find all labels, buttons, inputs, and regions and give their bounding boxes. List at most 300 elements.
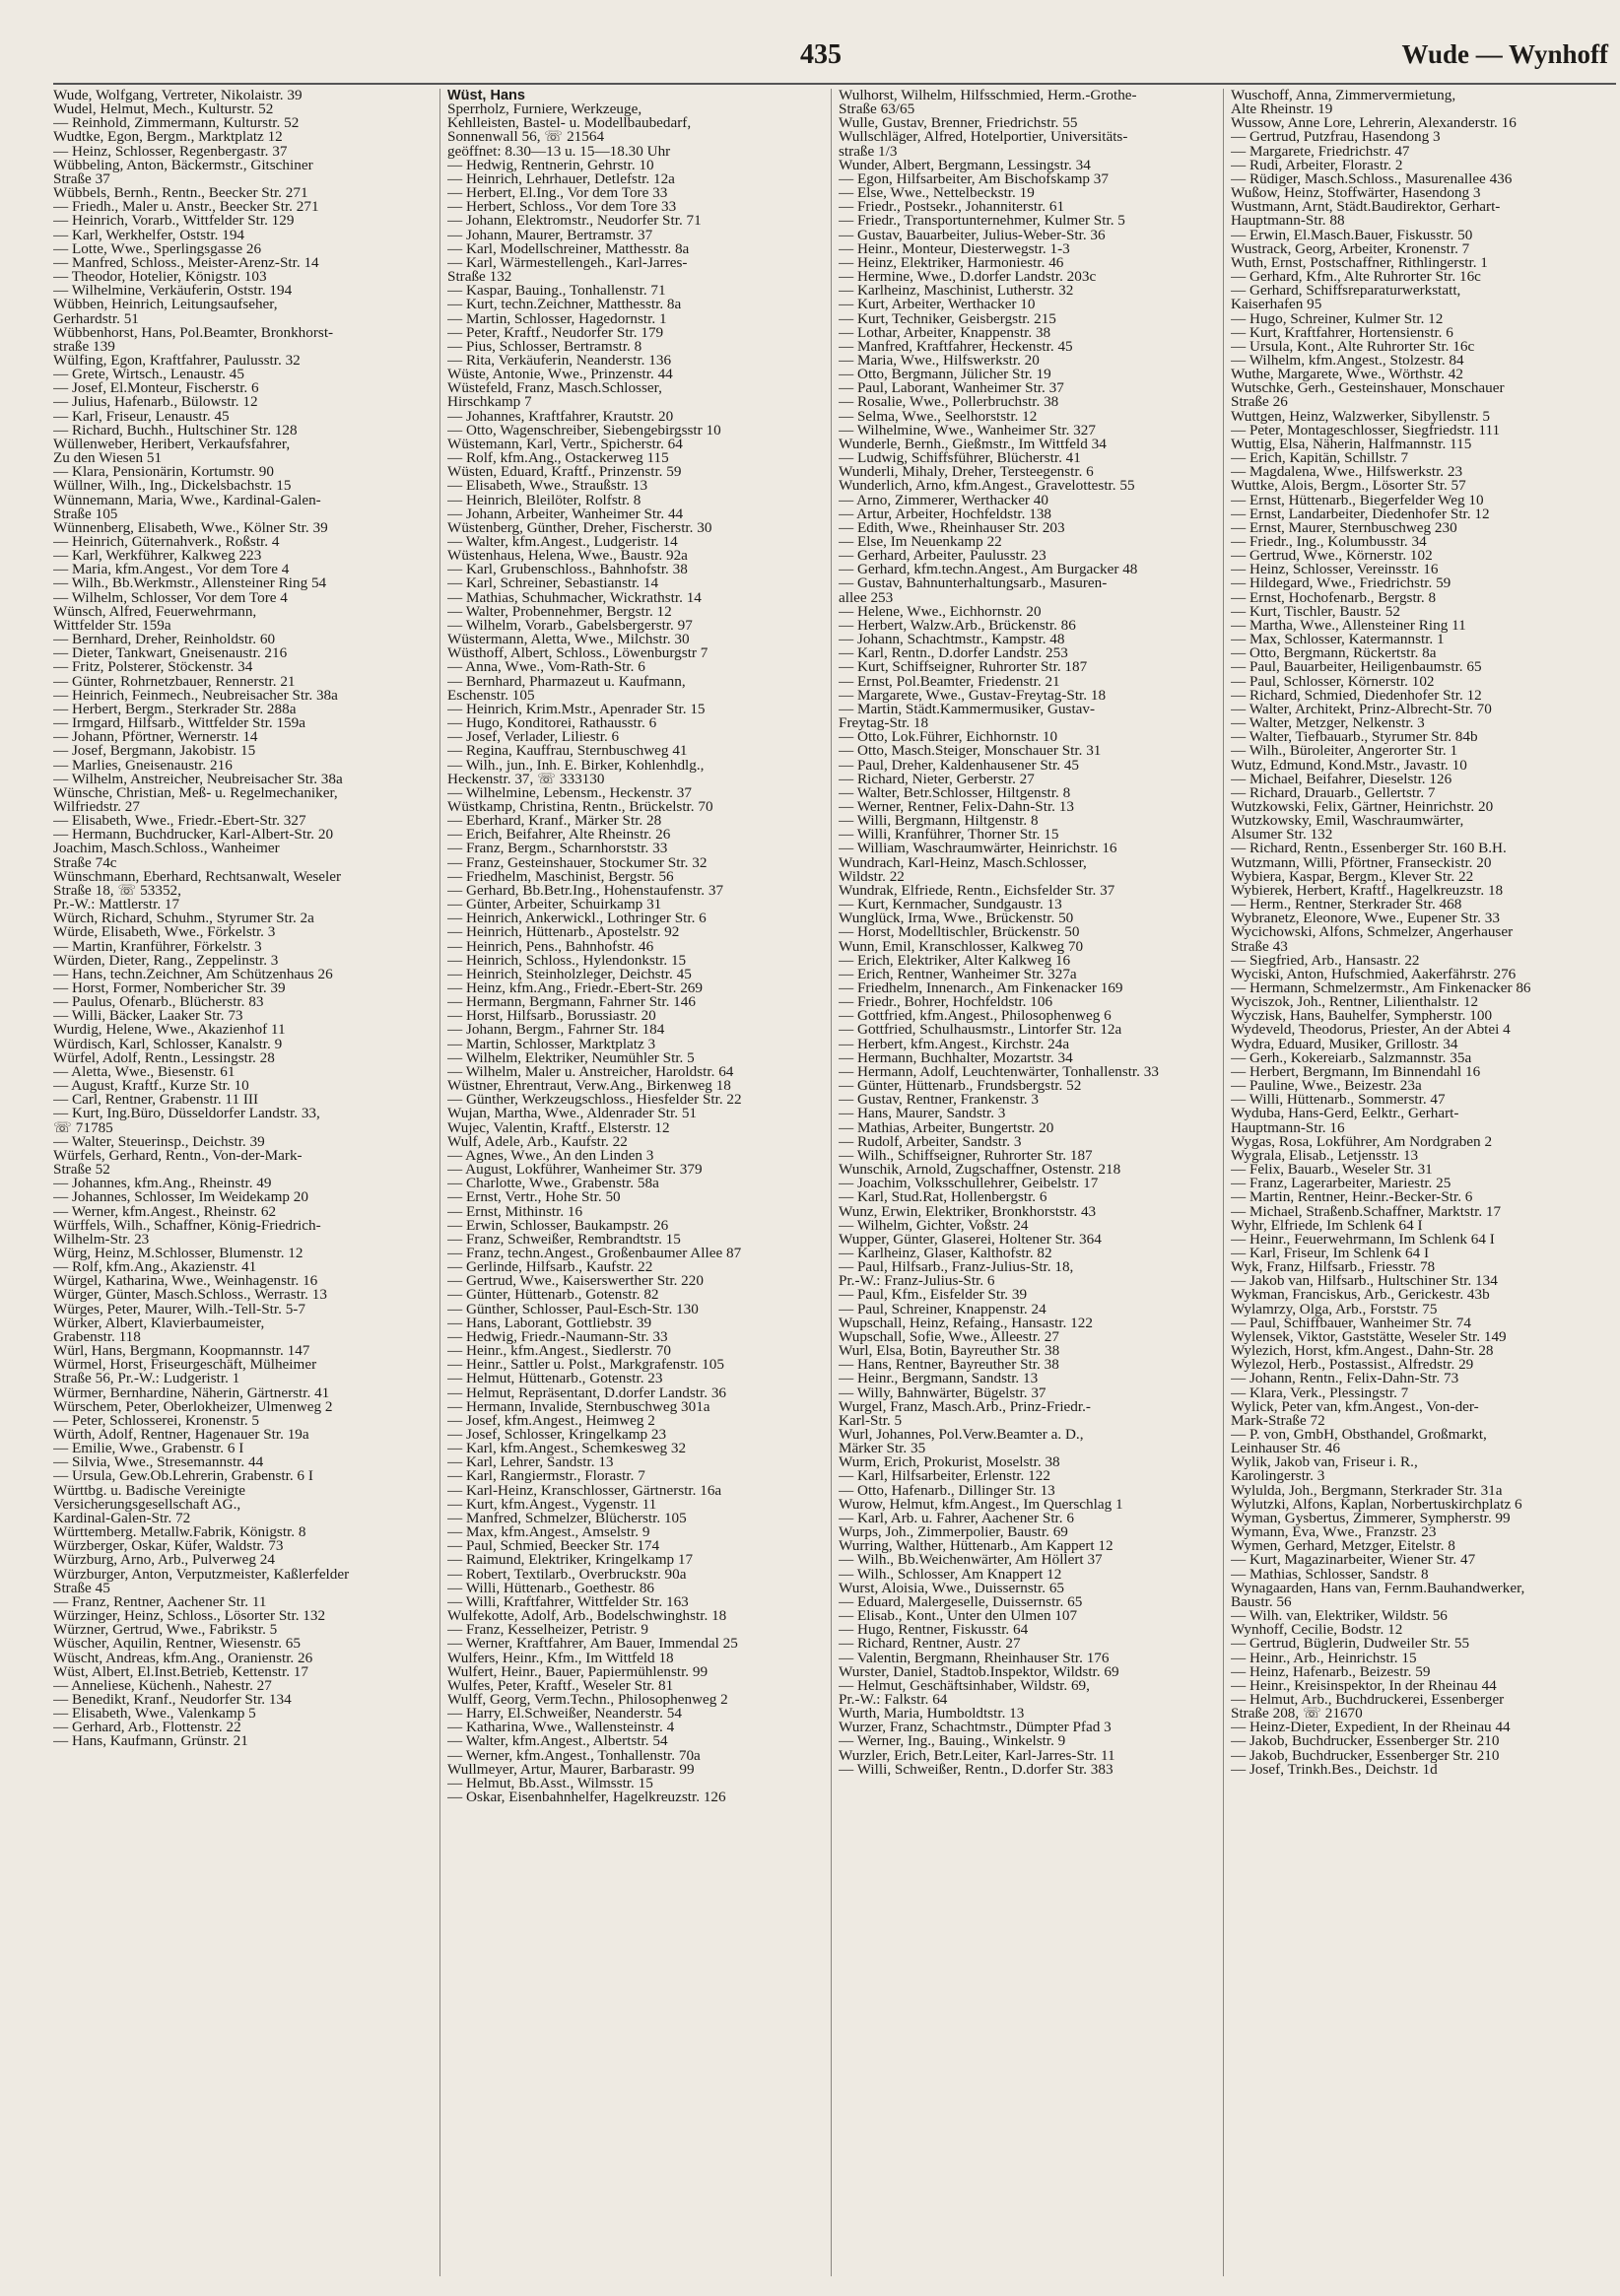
directory-entry: Kaiserhafen 95 bbox=[1231, 298, 1322, 312]
directory-entry: Wylezol, Herb., Postassist., Alfredstr. 29 bbox=[1231, 1358, 1474, 1373]
directory-entry: Würfels, Gerhard, Rentn., Von-der-Mark- bbox=[53, 1148, 303, 1164]
directory-entry: — Helmut, Arb., Buchdruckerei, Essenberger bbox=[1231, 1692, 1505, 1708]
directory-entry: Wutzkowski, Felix, Gärtner, Heinrichstr. 20 bbox=[1231, 799, 1494, 815]
directory-entry: Pr.-W.: Falkstr. 64 bbox=[839, 1692, 948, 1708]
directory-entry: Wunderli, Mihaly, Dreher, Tersteegenstr. 6 bbox=[839, 465, 1094, 480]
directory-entry: — Franz, Kesselheizer, Petristr. 9 bbox=[447, 1623, 648, 1638]
directory-entry: Wyczisk, Hans, Bauhelfer, Sympherstr. 100 bbox=[1231, 1009, 1493, 1024]
directory-entry: — Johann, Elektromstr., Neudorfer Str. 71 bbox=[447, 214, 702, 229]
directory-entry: — Friedhelm, Innenarch., Am Finkenacker 169 bbox=[839, 981, 1123, 996]
directory-entry: — Johann, Pförtner, Wernerstr. 14 bbox=[53, 730, 258, 745]
directory-entry: — Otto, Wagenschreiber, Siebengebirgsstr 10 bbox=[447, 423, 721, 438]
directory-entry: ☏ 71785 bbox=[53, 1120, 113, 1135]
directory-entry: — Werner, Kraftfahrer, Am Bauer, Immendal 25 bbox=[447, 1637, 738, 1652]
directory-entry: — Paul, Schmied, Beecker Str. 174 bbox=[447, 1539, 660, 1554]
directory-entry: — Hermann, Buchhalter, Mozartstr. 34 bbox=[839, 1050, 1073, 1065]
directory-entry: — Mathias, Schuhmacher, Wickrathstr. 14 bbox=[447, 590, 702, 605]
directory-entry: — Willi, Kraftfahrer, Wittfelder Str. 163 bbox=[447, 1594, 689, 1610]
directory-entry: — Helmut, Repräsentant, D.dorfer Landstr. 36 bbox=[447, 1385, 727, 1400]
directory-entry: Wygas, Rosa, Lokführer, Am Nordgraben 2 bbox=[1231, 1134, 1493, 1149]
directory-entry: — Hans, Laborant, Gottliebstr. 39 bbox=[447, 1316, 652, 1330]
directory-entry: — Heinrich, Güternahverk., Roßstr. 4 bbox=[53, 535, 280, 550]
directory-entry: — Paulus, Ofenarb., Blücherstr. 83 bbox=[53, 995, 264, 1010]
directory-entry: Wübben, Heinrich, Leitungsaufseher, bbox=[53, 298, 278, 312]
directory-entry: — Gerhard, Bb.Betr.Ing., Hohenstaufenstr. 37 bbox=[447, 883, 724, 899]
directory-entry: — Richard, Buchh., Hultschiner Str. 128 bbox=[53, 423, 298, 438]
directory-entry: — Heinz, Elektriker, Harmoniestr. 46 bbox=[839, 255, 1064, 271]
directory-entry: — Michael, Beifahrer, Dieselstr. 126 bbox=[1231, 772, 1452, 786]
directory-entry: — Karlheinz, Glaser, Kalthofstr. 82 bbox=[839, 1246, 1052, 1261]
directory-entry: — Karl-Heinz, Kranschlosser, Gärtnerstr. 16a bbox=[447, 1483, 722, 1498]
directory-entry: — Max, Schlosser, Katermannstr. 1 bbox=[1231, 633, 1445, 647]
directory-entry: — Manfred, Kraftfahrer, Heckenstr. 45 bbox=[839, 339, 1073, 354]
directory-entry: Leinhauser Str. 46 bbox=[1231, 1442, 1340, 1456]
directory-entry: — Günter, Arbeiter, Schuirkamp 31 bbox=[447, 898, 662, 912]
directory-entry: Pr.-W.: Franz-Julius-Str. 6 bbox=[839, 1274, 995, 1289]
directory-entry: — Karl, Rentn., D.dorfer Landstr. 253 bbox=[839, 646, 1068, 661]
directory-entry: — Werner, Rentner, Felix-Dahn-Str. 13 bbox=[839, 799, 1074, 815]
directory-entry: — Richard, Nieter, Gerberstr. 27 bbox=[839, 772, 1035, 786]
directory-entry: — Heinz, Schlosser, Regenbergastr. 37 bbox=[53, 144, 288, 159]
directory-entry: — Herbert, Bergmann, Im Binnendahl 16 bbox=[1231, 1064, 1481, 1080]
directory-entry: — Walter, Architekt, Prinz-Albrecht-Str. 70 bbox=[1231, 702, 1492, 717]
directory-entry: — Paul, Bauarbeiter, Heiligenbaumstr. 65 bbox=[1231, 660, 1482, 675]
directory-entry: — Wilh., jun., Inh. E. Birker, Kohlenhdlg., bbox=[447, 758, 705, 773]
directory-entry: — Friedh., Maler u. Anstr., Beecker Str. 271 bbox=[53, 200, 319, 215]
directory-entry: — Lotte, Wwe., Sperlingsgasse 26 bbox=[53, 241, 262, 256]
directory-entry: — Horst, Modelltischler, Brückenstr. 50 bbox=[839, 925, 1080, 940]
directory-entry: Württemberg. Metallw.Fabrik, Königstr. 8 bbox=[53, 1525, 306, 1540]
directory-entry: Joachim, Masch.Schloss., Wanheimer bbox=[53, 842, 280, 856]
directory-entry: — Selma, Wwe., Seelhorststr. 12 bbox=[839, 409, 1038, 424]
directory-entry: Würde, Elisabeth, Wwe., Förkelstr. 3 bbox=[53, 925, 276, 940]
directory-entry: Würschem, Peter, Oberlokheizer, Ulmenweg 2 bbox=[53, 1399, 333, 1414]
directory-entry: — Helmut, Hüttenarb., Gotenstr. 23 bbox=[447, 1372, 663, 1386]
directory-entry: — Rudi, Arbeiter, Florastr. 2 bbox=[1231, 158, 1403, 172]
directory-entry: Wußow, Heinz, Stoffwärter, Hasendong 3 bbox=[1231, 186, 1481, 201]
directory-entry: — Wilhelm, Maler u. Anstreicher, Haroldstr. 64 bbox=[447, 1064, 734, 1080]
directory-entry: Straße 56, Pr.-W.: Ludgeristr. 1 bbox=[53, 1372, 240, 1386]
directory-entry: — Gottfried, Schulhausmstr., Lintorfer Str. 12a bbox=[839, 1023, 1122, 1038]
directory-entry: Wunderlich, Arno, kfm.Angest., Gravelottestr. 55 bbox=[839, 479, 1135, 494]
directory-entry: — Herbert, kfm.Angest., Kirchstr. 24a bbox=[839, 1037, 1070, 1051]
directory-entry: — Johannes, kfm.Ang., Rheinstr. 49 bbox=[53, 1177, 272, 1191]
directory-entry: — Harry, El.Schweißer, Neanderstr. 54 bbox=[447, 1707, 682, 1722]
directory-entry: — Willi, Hüttenarb., Goethestr. 86 bbox=[447, 1581, 655, 1595]
header-rule bbox=[53, 83, 1616, 85]
directory-entry: Mark-Straße 72 bbox=[1231, 1413, 1325, 1428]
directory-entry: Würg, Heinz, M.Schlosser, Blumenstr. 12 bbox=[53, 1246, 304, 1261]
directory-entry: Wübbenhorst, Hans, Pol.Beamter, Bronkhorst- bbox=[53, 325, 334, 340]
directory-entry: — Paul, Schiffbauer, Wanheimer Str. 74 bbox=[1231, 1316, 1471, 1330]
directory-entry: — Josef, Bergmann, Jakobistr. 15 bbox=[53, 744, 256, 759]
directory-entry: — Hedwig, Friedr.-Naumann-Str. 33 bbox=[447, 1329, 668, 1345]
directory-entry: Wurow, Helmut, kfm.Angest., Im Querschlag 1 bbox=[839, 1497, 1123, 1512]
directory-entry: — Gerh., Kokereiarb., Salzmannstr. 35a bbox=[1231, 1050, 1472, 1065]
directory-entry: — Karl, Friseur, Lenaustr. 45 bbox=[53, 409, 230, 424]
directory-entry: Straße 45 bbox=[53, 1581, 110, 1595]
directory-entry: Wurst, Aloisia, Wwe., Duissernstr. 65 bbox=[839, 1581, 1065, 1595]
directory-entry: Wüsten, Eduard, Kraftf., Prinzenstr. 59 bbox=[447, 465, 682, 480]
directory-entry: — Helmut, Bb.Asst., Wilmsstr. 15 bbox=[447, 1776, 653, 1791]
column-1 bbox=[53, 89, 428, 2276]
directory-entry: Wunder, Albert, Bergmann, Lessingstr. 34 bbox=[839, 158, 1091, 172]
directory-entry: — Mathias, Arbeiter, Bungertstr. 20 bbox=[839, 1120, 1054, 1135]
directory-entry: — Klara, Verk., Plessingstr. 7 bbox=[1231, 1385, 1409, 1400]
directory-entry: — Karl, Rangiermstr., Florastr. 7 bbox=[447, 1469, 645, 1484]
directory-entry: — Martha, Wwe., Allensteiner Ring 11 bbox=[1231, 618, 1466, 634]
directory-entry: — Richard, Drauarb., Gellertstr. 7 bbox=[1231, 785, 1436, 800]
directory-entry: — Wilh. van, Elektriker, Wildstr. 56 bbox=[1231, 1609, 1448, 1624]
directory-entry: — Jakob van, Hilfsarb., Hultschiner Str. 134 bbox=[1231, 1274, 1498, 1289]
directory-entry: — Kurt, Schiffseigner, Ruhrorter Str. 187 bbox=[839, 660, 1088, 675]
directory-entry: Wymann, Eva, Wwe., Franzstr. 23 bbox=[1231, 1525, 1437, 1540]
directory-entry: — Hugo, Schreiner, Kulmer Str. 12 bbox=[1231, 311, 1444, 326]
directory-entry: Wurps, Joh., Zimmerpolier, Baustr. 69 bbox=[839, 1525, 1068, 1540]
directory-entry: Wüst, Hans bbox=[447, 89, 525, 103]
directory-entry: Wünschmann, Eberhard, Rechtsanwalt, Weseler bbox=[53, 869, 342, 884]
directory-entry: Straße 43 bbox=[1231, 939, 1288, 954]
directory-entry: — Helene, Wwe., Eichhornstr. 20 bbox=[839, 604, 1042, 619]
directory-entry: — Walter, Tiefbauarb., Styrumer Str. 84b bbox=[1231, 730, 1478, 745]
directory-entry: — Heinrich, Steinholzleger, Deichstr. 45 bbox=[447, 967, 692, 981]
directory-entry: — Maria, Wwe., Hilfswerkstr. 20 bbox=[839, 353, 1040, 369]
directory-entry: Pr.-W.: Mattlerstr. 17 bbox=[53, 898, 180, 912]
column-3 bbox=[839, 89, 1213, 2276]
directory-entry: Wutzmann, Willi, Pförtner, Franseckistr. 20 bbox=[1231, 855, 1492, 870]
directory-entry: Wüscht, Andreas, kfm.Ang., Oranienstr. 26 bbox=[53, 1651, 313, 1665]
directory-entry: — Friedr., Ing., Kolumbusstr. 34 bbox=[1231, 535, 1427, 550]
directory-entry: — Anna, Wwe., Vom-Rath-Str. 6 bbox=[447, 660, 645, 675]
directory-entry: Wutz, Edmund, Kond.Mstr., Javastr. 10 bbox=[1231, 758, 1467, 773]
directory-entry: — Karl, Werkführer, Kalkweg 223 bbox=[53, 549, 262, 564]
directory-entry: Wurl, Elsa, Botin, Bayreuther Str. 38 bbox=[839, 1344, 1060, 1359]
directory-entry: Wussow, Anne Lore, Lehrerin, Alexanderstr. 16 bbox=[1231, 116, 1517, 131]
directory-entry: Straße 18, ☏ 53352, bbox=[53, 883, 181, 899]
directory-entry: — Oskar, Eisenbahnhelfer, Hagelkreuzstr. 126 bbox=[447, 1790, 726, 1805]
directory-entry: — Robert, Textilarb., Overbruckstr. 90a bbox=[447, 1567, 687, 1582]
directory-entry: — Rudolf, Arbeiter, Sandstr. 3 bbox=[839, 1134, 1022, 1149]
directory-entry: Wülfing, Egon, Kraftfahrer, Paulusstr. 32 bbox=[53, 353, 301, 369]
directory-entry: — Helmut, Geschäftsinhaber, Wildstr. 69, bbox=[839, 1678, 1090, 1693]
directory-entry: — Edith, Wwe., Rheinhauser Str. 203 bbox=[839, 520, 1065, 535]
directory-entry: — Heinr., Monteur, Diesterwegstr. 1-3 bbox=[839, 241, 1070, 256]
directory-entry: — Martin, Städt.Kammermusiker, Gustav- bbox=[839, 702, 1096, 717]
directory-entry: Wustmann, Arnt, Städt.Baudirektor, Gerhart- bbox=[1231, 200, 1501, 215]
directory-entry: — Heinr., Arb., Heinrichstr. 15 bbox=[1231, 1651, 1417, 1665]
directory-entry: — Franz, Gesteinshauer, Stockumer Str. 32 bbox=[447, 855, 708, 870]
directory-entry: — Otto, Lok.Führer, Eichhornstr. 10 bbox=[839, 730, 1058, 745]
directory-entry: — Wilh., Schlosser, Am Knappert 12 bbox=[839, 1567, 1062, 1582]
directory-entry: — Werner, Ing., Bauing., Winkelstr. 9 bbox=[839, 1734, 1066, 1749]
directory-entry: Baustr. 56 bbox=[1231, 1594, 1292, 1610]
directory-entry: — Heinrich, Vorarb., Wittfelder Str. 129 bbox=[53, 214, 295, 229]
directory-entry: — Heinrich, Krim.Mstr., Apenrader Str. 15 bbox=[447, 702, 706, 717]
directory-entry: — Marlies, Gneisenaustr. 216 bbox=[53, 758, 233, 773]
directory-entry: Wurl, Johannes, Pol.Verw.Beamter a. D., bbox=[839, 1428, 1084, 1443]
directory-entry: Wuttgen, Heinz, Walzwerker, Sibyllenstr. 5 bbox=[1231, 409, 1490, 424]
directory-entry: Würzburg, Arno, Arb., Pulverweg 24 bbox=[53, 1553, 275, 1568]
directory-entry: Wildstr. 22 bbox=[839, 869, 905, 884]
directory-entry: — Wilh., Bb.Werkmstr., Allensteiner Ring 54 bbox=[53, 576, 327, 591]
directory-entry: — Heinr., Feuerwehrmann, Im Schlenk 64 I bbox=[1231, 1232, 1495, 1247]
directory-entry: — Ernst, Maurer, Sternbuschweg 230 bbox=[1231, 520, 1457, 535]
directory-entry: — Heinr., Bergmann, Sandstr. 13 bbox=[839, 1372, 1039, 1386]
directory-entry: — Margarete, Friedrichstr. 47 bbox=[1231, 144, 1410, 159]
directory-entry: Würker, Albert, Klavierbaumeister, bbox=[53, 1316, 265, 1330]
directory-entry: — Karl, Modellschreiner, Matthesstr. 8a bbox=[447, 241, 690, 256]
directory-entry: Wutzkowsky, Emil, Waschraumwärter, bbox=[1231, 814, 1464, 829]
directory-entry: — Heinrich, Ankerwickl., Lothringer Str. 6 bbox=[447, 912, 707, 926]
directory-entry: Wunz, Erwin, Elektriker, Bronkhorststr. 43 bbox=[839, 1204, 1097, 1219]
directory-entry: Wylensek, Viktor, Gaststätte, Weseler Str. 149 bbox=[1231, 1329, 1507, 1345]
directory-entry: — Ernst, Hochofenarb., Bergstr. 8 bbox=[1231, 590, 1437, 605]
directory-entry: Wullschläger, Alfred, Hotelportier, Universitäts- bbox=[839, 130, 1128, 145]
directory-entry: — Walter, kfm.Angest., Albertstr. 54 bbox=[447, 1734, 668, 1749]
directory-entry: Wüsthoff, Albert, Schloss., Löwenburgstr 7 bbox=[447, 646, 709, 661]
directory-entry: Wittfelder Str. 159a bbox=[53, 618, 171, 634]
directory-entry: — Pauline, Wwe., Beizestr. 23a bbox=[1231, 1079, 1422, 1094]
directory-entry: Wulf, Adele, Arb., Kaufstr. 22 bbox=[447, 1134, 628, 1149]
directory-entry: — Charlotte, Wwe., Grabenstr. 58a bbox=[447, 1177, 659, 1191]
directory-entry: Wymen, Gerhard, Metzger, Eitelstr. 8 bbox=[1231, 1539, 1455, 1554]
directory-entry: — Kurt, Kernmacher, Sundgaustr. 13 bbox=[839, 898, 1062, 912]
directory-entry: — Manfred, Schmelzer, Blücherstr. 105 bbox=[447, 1511, 687, 1526]
directory-entry: — Günter, Hüttenarb., Gotenstr. 82 bbox=[447, 1288, 659, 1303]
directory-entry: straße 139 bbox=[53, 339, 115, 354]
directory-entry: — Hildegard, Wwe., Friedrichstr. 59 bbox=[1231, 576, 1451, 591]
directory-entry: — Günter, Rohrnetzbauer, Rennerstr. 21 bbox=[53, 674, 296, 689]
directory-entry: — Johann, Schachtmstr., Kampstr. 48 bbox=[839, 633, 1065, 647]
directory-entry: — Ernst, Mithinstr. 16 bbox=[447, 1204, 583, 1219]
directory-entry: — Kurt, Tischler, Baustr. 52 bbox=[1231, 604, 1400, 619]
directory-entry: — Johann, Rentn., Felix-Dahn-Str. 73 bbox=[1231, 1372, 1459, 1386]
directory-entry: — Paul, Kfm., Eisfelder Str. 39 bbox=[839, 1288, 1028, 1303]
directory-entry: — Ernst, Vertr., Hohe Str. 50 bbox=[447, 1190, 621, 1205]
page-number: 435 bbox=[800, 39, 842, 70]
directory-entry: — Ernst, Landarbeiter, Diedenhofer Str. 12 bbox=[1231, 506, 1490, 521]
directory-entry: Wüstemann, Karl, Vertr., Spicherstr. 64 bbox=[447, 437, 683, 452]
directory-entry: — Aletta, Wwe., Biesenstr. 61 bbox=[53, 1064, 236, 1080]
directory-entry: — Heinz, Schlosser, Vereinsstr. 16 bbox=[1231, 563, 1439, 577]
directory-entry: Wupschall, Heinz, Refaing., Hansastr. 122 bbox=[839, 1316, 1093, 1330]
directory-entry: — Gertrud, Büglerin, Dudweiler Str. 55 bbox=[1231, 1637, 1470, 1652]
directory-entry: — Silvia, Wwe., Stresemannstr. 44 bbox=[53, 1455, 264, 1470]
directory-entry: Wurzer, Franz, Schachtmstr., Dümpter Pfad 3 bbox=[839, 1721, 1112, 1735]
directory-entry: Straße 105 bbox=[53, 506, 118, 521]
directory-entry: — Karl, Hilfsarbeiter, Erlenstr. 122 bbox=[839, 1469, 1050, 1484]
directory-entry: Wunglück, Irma, Wwe., Brückenstr. 50 bbox=[839, 912, 1074, 926]
running-head: Wude — Wynhoff bbox=[1401, 39, 1608, 69]
directory-entry: — Johann, Maurer, Bertramstr. 37 bbox=[447, 228, 653, 242]
directory-entry: Wylutzki, Alfons, Kaplan, Norbertuskirchplatz 6 bbox=[1231, 1497, 1522, 1512]
directory-entry: — Erich, Rentner, Wanheimer Str. 327a bbox=[839, 967, 1077, 981]
directory-entry: — Hedwig, Rentnerin, Gehrstr. 10 bbox=[447, 158, 654, 172]
directory-entry: Wyk, Franz, Hilfsarb., Friesstr. 78 bbox=[1231, 1260, 1436, 1275]
directory-entry: — Kurt, Arbeiter, Werthacker 10 bbox=[839, 298, 1036, 312]
directory-entry: — Ursula, Kont., Alte Ruhrorter Str. 16c bbox=[1231, 339, 1475, 354]
directory-entry: — Wilhelm, Elektriker, Neumühler Str. 5 bbox=[447, 1050, 695, 1065]
directory-entry: — Herbert, El.Ing., Vor dem Tore 33 bbox=[447, 186, 668, 201]
directory-entry: Wyhr, Elfriede, Im Schlenk 64 I bbox=[1231, 1218, 1423, 1233]
directory-entry: — Karl, kfm.Angest., Schemkesweg 32 bbox=[447, 1442, 687, 1456]
directory-entry: — Julius, Hafenarb., Bülowstr. 12 bbox=[53, 395, 258, 410]
directory-entry: — Karl, Arb. u. Fahrer, Aachener Str. 6 bbox=[839, 1511, 1074, 1526]
page-header bbox=[0, 39, 1620, 79]
directory-entry: — Dieter, Tankwart, Gneisenaustr. 216 bbox=[53, 646, 288, 661]
directory-entry: Straße 208, ☏ 21670 bbox=[1231, 1707, 1363, 1722]
directory-entry: Würges, Peter, Maurer, Wilh.-Tell-Str. 5-7 bbox=[53, 1302, 305, 1317]
directory-entry: — Kurt, Techniker, Geisbergstr. 215 bbox=[839, 311, 1056, 326]
directory-entry: Würzburger, Anton, Verputzmeister, Kaßlerfelder bbox=[53, 1567, 350, 1582]
directory-entry: — Heinrich, Bleilöter, Rolfstr. 8 bbox=[447, 493, 641, 507]
directory-entry: — Heinrich, Feinmech., Neubreisacher Str. 38a bbox=[53, 688, 338, 703]
directory-entry: Hauptmann-Str. 16 bbox=[1231, 1120, 1345, 1135]
directory-entry: — Reinhold, Zimmermann, Kulturstr. 52 bbox=[53, 116, 300, 131]
directory-entry: — Günter, Hüttenarb., Frundsbergstr. 52 bbox=[839, 1079, 1082, 1094]
directory-entry: Wupper, Günter, Glaserei, Holtener Str. 364 bbox=[839, 1232, 1102, 1247]
directory-entry: — Heinz, Hafenarb., Beizestr. 59 bbox=[1231, 1664, 1431, 1679]
directory-entry: — Heinrich, Schloss., Hylendonkstr. 15 bbox=[447, 953, 687, 968]
directory-entry: — Paul, Schreiner, Knappenstr. 24 bbox=[839, 1302, 1046, 1317]
directory-entry: — P. von, GmbH, Obsthandel, Großmarkt, bbox=[1231, 1428, 1487, 1443]
directory-entry: Wüstkamp, Christina, Rentn., Brückelstr. 70 bbox=[447, 799, 713, 815]
directory-entry: — Jakob, Buchdrucker, Essenberger Str. 210 bbox=[1231, 1748, 1500, 1763]
directory-entry: Wulfers, Heinr., Kfm., Im Wittfeld 18 bbox=[447, 1651, 674, 1665]
directory-entry: — Gottfried, kfm.Angest., Philosophenweg 6 bbox=[839, 1009, 1112, 1024]
directory-entry: — William, Waschraumwärter, Heinrichstr. 16 bbox=[839, 842, 1117, 856]
directory-entry: Wüstenberg, Günther, Dreher, Fischerstr. 30 bbox=[447, 520, 712, 535]
directory-entry: — Walter, kfm.Angest., Ludgeristr. 14 bbox=[447, 535, 678, 550]
directory-entry: Sperrholz, Furniere, Werkzeuge, bbox=[447, 102, 642, 117]
directory-entry: Grabenstr. 118 bbox=[53, 1329, 141, 1345]
directory-entry: — Günther, Schlosser, Paul-Esch-Str. 130 bbox=[447, 1302, 699, 1317]
directory-entry: — Richard, Rentn., Essenberger Str. 160 B.H. bbox=[1231, 842, 1507, 856]
directory-entry: — Klara, Pensionärin, Kortumstr. 90 bbox=[53, 465, 274, 480]
directory-entry: — Mathias, Schlosser, Sandstr. 8 bbox=[1231, 1567, 1429, 1582]
directory-entry: Wurzler, Erich, Betr.Leiter, Karl-Jarres-Str. 11 bbox=[839, 1748, 1115, 1763]
directory-entry: — Friedhelm, Maschinist, Bergstr. 56 bbox=[447, 869, 674, 884]
directory-entry: — Irmgard, Hilfsarb., Wittfelder Str. 159a bbox=[53, 716, 305, 731]
directory-entry: — Josef, El.Monteur, Fischerstr. 6 bbox=[53, 381, 259, 396]
directory-entry: — Wilhelm, kfm.Angest., Stolzestr. 84 bbox=[1231, 353, 1464, 369]
directory-entry: Heckenstr. 37, ☏ 333130 bbox=[447, 772, 605, 786]
directory-entry: — Elisabeth, Wwe., Valenkamp 5 bbox=[53, 1707, 256, 1722]
directory-entry: Würfel, Adolf, Rentn., Lessingstr. 28 bbox=[53, 1050, 275, 1065]
directory-entry: Wulhorst, Wilhelm, Hilfsschmied, Herm.-Grothe- bbox=[839, 89, 1137, 103]
directory-entry: Wuttig, Elsa, Näherin, Halfmannstr. 115 bbox=[1231, 437, 1472, 452]
directory-entry: — Franz, Schweißer, Rembrandtstr. 15 bbox=[447, 1232, 681, 1247]
directory-entry: — Rüdiger, Masch.Schloss., Masurenallee 436 bbox=[1231, 171, 1513, 187]
directory-entry: — Ursula, Gew.Ob.Lehrerin, Grabenstr. 6 I bbox=[53, 1469, 313, 1484]
directory-entry: — Karl, Lehrer, Sandstr. 13 bbox=[447, 1455, 614, 1470]
directory-entry: Wundrach, Karl-Heinz, Masch.Schlosser, bbox=[839, 855, 1087, 870]
directory-entry: Wudel, Helmut, Mech., Kulturstr. 52 bbox=[53, 102, 274, 117]
directory-entry: — Peter, Montageschlosser, Siegfriedstr. 111 bbox=[1231, 423, 1501, 438]
directory-entry: Straße 63/65 bbox=[839, 102, 915, 117]
directory-entry: Kardinal-Galen-Str. 72 bbox=[53, 1511, 191, 1526]
directory-entry: Wünsche, Christian, Meß- u. Regelmechaniker, bbox=[53, 785, 338, 800]
directory-entry: Würden, Dieter, Rang., Zeppelinstr. 3 bbox=[53, 953, 279, 968]
directory-entry: Wude, Wolfgang, Vertreter, Nikolaistr. 39 bbox=[53, 89, 303, 103]
directory-entry: — Walter, Probennehmer, Bergstr. 12 bbox=[447, 604, 672, 619]
directory-entry: Wuschoff, Anna, Zimmervermietung, bbox=[1231, 89, 1456, 103]
directory-entry: — Johann, Bergm., Fahrner Str. 184 bbox=[447, 1023, 665, 1038]
directory-entry: — Gertrud, Wwe., Körnerstr. 102 bbox=[1231, 549, 1433, 564]
directory-entry: Würzberger, Oskar, Küfer, Waldstr. 73 bbox=[53, 1539, 284, 1554]
directory-entry: — Else, Im Neuenkamp 22 bbox=[839, 535, 1002, 550]
directory-entry: — Josef, kfm.Angest., Heimweg 2 bbox=[447, 1413, 655, 1428]
directory-entry: — Martin, Schlosser, Hagedornstr. 1 bbox=[447, 311, 667, 326]
directory-entry: Wüst, Albert, El.Inst.Betrieb, Kettenstr. 17 bbox=[53, 1664, 308, 1679]
directory-entry: — Hans, Maurer, Sandstr. 3 bbox=[839, 1107, 1006, 1121]
column-2 bbox=[447, 89, 822, 2276]
directory-entry: — Josef, Schlosser, Kringelkamp 23 bbox=[447, 1428, 667, 1443]
directory-entry: Wilfriedstr. 27 bbox=[53, 799, 140, 815]
directory-entry: — Felix, Bauarb., Weseler Str. 31 bbox=[1231, 1163, 1433, 1178]
directory-entry: — Wilhelm, Schlosser, Vor dem Tore 4 bbox=[53, 590, 288, 605]
directory-entry: Wyduba, Hans-Gerd, Eelktr., Gerhart- bbox=[1231, 1107, 1459, 1121]
directory-entry: — Siegfried, Arb., Hansastr. 22 bbox=[1231, 953, 1420, 968]
directory-entry: Wykman, Franciskus, Arb., Gerickestr. 43b bbox=[1231, 1288, 1490, 1303]
directory-entry: — Hugo, Rentner, Fiskusstr. 64 bbox=[839, 1623, 1029, 1638]
directory-entry: Wünnenberg, Elisabeth, Wwe., Kölner Str. 39 bbox=[53, 520, 328, 535]
directory-entry: Wuth, Ernst, Postschaffner, Rithlingerstr. 1 bbox=[1231, 255, 1488, 271]
directory-entry: — Horst, Former, Nombericher Str. 39 bbox=[53, 981, 286, 996]
directory-entry: — Hermann, Adolf, Leuchtenwärter, Tonhallenstr. 33 bbox=[839, 1064, 1159, 1080]
directory-entry: Würmel, Horst, Friseurgeschäft, Mülheimer bbox=[53, 1358, 317, 1373]
directory-entry: — Karl, Grubenschloss., Bahnhofstr. 38 bbox=[447, 563, 688, 577]
directory-entry: Wulfekotte, Adolf, Arb., Bodelschwinghstr. 18 bbox=[447, 1609, 727, 1624]
directory-entry: — Franz, Bergm., Scharnhorststr. 33 bbox=[447, 842, 668, 856]
directory-entry: Wurth, Maria, Humboldtstr. 13 bbox=[839, 1707, 1025, 1722]
directory-entry: — Else, Wwe., Nettelbeckstr. 19 bbox=[839, 186, 1035, 201]
directory-entry: — Joachim, Volksschullehrer, Geibelstr. 17 bbox=[839, 1177, 1099, 1191]
directory-entry: — Johannes, Kraftfahrer, Krautstr. 20 bbox=[447, 409, 674, 424]
directory-entry: — Wilhelm, Anstreicher, Neubreisacher Str. 38a bbox=[53, 772, 343, 786]
directory-entry: — Heinz, kfm.Ang., Friedr.-Ebert-Str. 269 bbox=[447, 981, 703, 996]
directory-entry: — Wilhelmine, Verkäuferin, Oststr. 194 bbox=[53, 284, 293, 299]
directory-entry: — Eberhard, Kranf., Märker Str. 28 bbox=[447, 814, 662, 829]
directory-entry: — Willi, Schweißer, Rentn., D.dorfer Str. 383 bbox=[839, 1762, 1114, 1777]
directory-entry: — Herm., Rentner, Sterkrader Str. 468 bbox=[1231, 898, 1462, 912]
directory-entry: Würger, Günter, Masch.Schloss., Werrastr. 13 bbox=[53, 1288, 327, 1303]
directory-columns bbox=[53, 89, 1616, 2276]
directory-entry: Wunschik, Arnold, Zugschaffner, Ostenstr. 218 bbox=[839, 1163, 1121, 1178]
directory-entry: — Karl, Schreiner, Sebastianstr. 14 bbox=[447, 576, 659, 591]
directory-entry: Straße 26 bbox=[1231, 395, 1288, 410]
directory-entry: Wilhelm-Str. 23 bbox=[53, 1232, 150, 1247]
directory-entry: — Herbert, Bergm., Sterkrader Str. 288a bbox=[53, 702, 297, 717]
directory-entry: — Walter, Betr.Schlosser, Hiltgenstr. 8 bbox=[839, 785, 1071, 800]
directory-entry: — Walter, Metzger, Nelkenstr. 3 bbox=[1231, 716, 1425, 731]
directory-entry: Wybierek, Herbert, Kraftf., Hagelkreuzstr. 18 bbox=[1231, 883, 1504, 899]
directory-entry: — Agnes, Wwe., An den Linden 3 bbox=[447, 1148, 654, 1164]
directory-entry: — Heinrich, Hüttenarb., Apostelstr. 92 bbox=[447, 925, 680, 940]
directory-entry: Wutschke, Gerh., Gesteinshauer, Monschauer bbox=[1231, 381, 1505, 396]
directory-entry: — Günther, Werkzeugschloss., Hiesfelder Str. 22 bbox=[447, 1093, 742, 1108]
directory-entry: — Willi, Bergmann, Hiltgenstr. 8 bbox=[839, 814, 1039, 829]
directory-entry: — Ernst, Hüttenarb., Biegerfelder Weg 10 bbox=[1231, 493, 1484, 507]
directory-entry: — Heinr., kfm.Angest., Siedlerstr. 70 bbox=[447, 1344, 671, 1359]
directory-entry: Alsumer Str. 132 bbox=[1231, 828, 1333, 843]
directory-entry: Würth, Adolf, Rentner, Hagenauer Str. 19a bbox=[53, 1428, 309, 1443]
directory-entry: Wunn, Emil, Kranschlosser, Kalkweg 70 bbox=[839, 939, 1084, 954]
directory-entry: Wydeveld, Theodorus, Priester, An der Abtei 4 bbox=[1231, 1023, 1511, 1038]
directory-entry: Wübbels, Bernh., Rentn., Beecker Str. 271 bbox=[53, 186, 308, 201]
directory-entry: — Johann, Arbeiter, Wanheimer Str. 44 bbox=[447, 506, 684, 521]
directory-entry: — Emilie, Wwe., Grabenstr. 6 I bbox=[53, 1442, 244, 1456]
